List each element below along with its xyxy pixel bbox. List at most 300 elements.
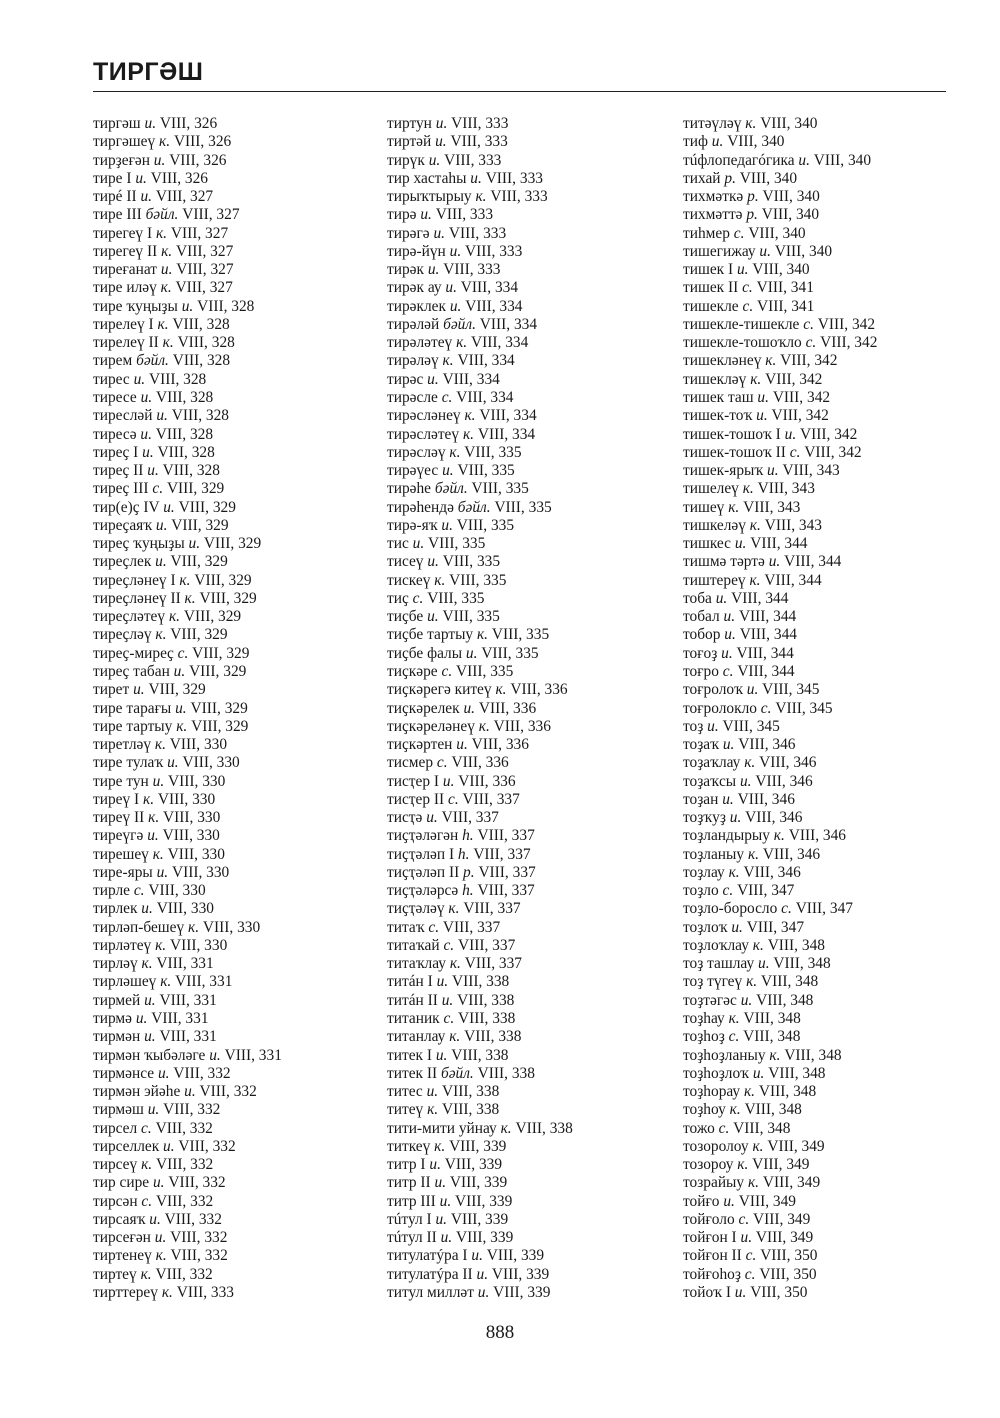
entry-headword: тиреҫ табан (93, 662, 174, 680)
index-entry (683, 1156, 877, 1174)
entry-pos-abbreviation: и. (442, 772, 455, 790)
entry-headword: тирәләү (387, 352, 443, 370)
entry-reference: VIII, 343 (739, 498, 801, 516)
entry-pos-abbreviation: к. (500, 1119, 512, 1137)
entry-pos-abbreviation: и. (144, 1028, 156, 1046)
entry-headword: тоҙан (683, 790, 723, 808)
entry-pos-abbreviation: и. (175, 699, 187, 717)
index-entry (93, 736, 282, 754)
entry-pos-abbreviation: к. (728, 498, 740, 516)
entry-headword: тишегижау (683, 242, 760, 260)
entry-reference: VIII, 334 (456, 279, 519, 297)
index-entry (683, 480, 877, 498)
entry-headword: тойғоло (683, 1210, 739, 1228)
entry-pos-abbreviation: к. (728, 1010, 740, 1028)
index-entry (93, 1229, 282, 1247)
entry-reference: VIII, 348 (780, 1046, 842, 1064)
entry-headword: тиреҫлек (93, 553, 156, 571)
index-entry (93, 499, 282, 517)
index-entry (93, 553, 282, 571)
entry-reference: VIII, 338 (448, 973, 510, 991)
index-entry (387, 973, 573, 991)
index-entry (683, 1211, 877, 1229)
entry-headword: тирәк (387, 261, 428, 279)
entry-pos-abbreviation: и. (426, 809, 438, 827)
entry-pos-abbreviation: һ. (462, 882, 474, 900)
entry-headword: тирмән (93, 1028, 145, 1046)
entry-reference: VIII, 330 (152, 900, 214, 918)
entry-headword: тоҙтәгәс (683, 991, 741, 1009)
entry-headword: тойғон I (683, 1229, 741, 1247)
entry-headword: тирмән ҡыбәләге (93, 1046, 210, 1064)
entry-pos-abbreviation: и. (729, 809, 742, 827)
index-entry (683, 809, 877, 827)
entry-headword: тирүк (387, 151, 429, 169)
entry-reference: VIII, 329 (200, 535, 262, 553)
entry-pos-abbreviation: к. (148, 809, 160, 827)
entry-reference: VIII, 342 (768, 388, 831, 406)
entry-reference: VIII, 338 (438, 1101, 500, 1119)
entry-headword: тоҙһоҙланыу (683, 1046, 770, 1064)
entry-pos-abbreviation: к. (155, 626, 167, 644)
entry-reference: VIII, 340 (723, 133, 785, 151)
entry-reference: VIII, 348 (769, 955, 831, 973)
entry-headword: тоҙлоҡ (683, 918, 732, 936)
entry-pos-abbreviation: к. (168, 608, 180, 626)
index-entry (93, 316, 282, 334)
entry-headword: тире III (93, 206, 146, 224)
entry-reference: VIII, 349 (749, 1210, 811, 1228)
index-entry (387, 1156, 573, 1174)
entry-pos-abbreviation: к. (462, 425, 474, 443)
entry-reference: VIII, 329 (174, 498, 236, 516)
entry-pos-abbreviation: с. (722, 662, 734, 680)
entry-reference: VIII, 333 (439, 261, 501, 279)
index-entry (683, 973, 877, 991)
index-entry (93, 791, 282, 809)
entry-reference: VIII, 337 (473, 882, 535, 900)
entry-reference: VIII, 327 (178, 206, 240, 224)
index-entry (387, 626, 573, 644)
entry-reference: VIII, 335 (453, 462, 515, 480)
index-entry (683, 444, 877, 462)
index-entry (387, 115, 573, 133)
index-entry (683, 700, 877, 718)
entry-headword: титаник (387, 1010, 444, 1028)
entry-headword: тúтул II (387, 1229, 441, 1247)
index-entry (683, 1193, 877, 1211)
entry-headword: тирләтеү (93, 936, 156, 954)
entry-reference: VIII, 339 (482, 1247, 545, 1265)
entry-reference: VIII, 331 (155, 1028, 217, 1046)
index-entry (93, 517, 282, 535)
entry-headword: титр I (387, 1156, 430, 1174)
entry-headword: тирем (93, 352, 137, 370)
index-entry (683, 389, 877, 407)
entry-headword: тозоролоу (683, 1137, 753, 1155)
index-entry (683, 1047, 877, 1065)
entry-pos-abbreviation: и. (477, 1284, 490, 1301)
entry-headword: тирсеғән (93, 1229, 155, 1247)
entry-pos-abbreviation: и. (156, 863, 169, 881)
entry-reference: VIII, 332 (195, 1083, 257, 1101)
entry-reference: VIII, 338 (453, 991, 515, 1009)
entry-reference: VIII, 348 (739, 1028, 801, 1046)
entry-reference: VIII, 342 (796, 425, 858, 443)
entry-pos-abbreviation: и. (722, 790, 734, 808)
entry-pos-abbreviation: һ. (457, 845, 470, 863)
entry-reference: VIII, 335 (424, 535, 486, 553)
index-entry (387, 1065, 573, 1083)
index-entry (93, 188, 282, 206)
entry-reference: VIII, 338 (438, 1083, 500, 1101)
entry-headword: тобор (683, 626, 725, 644)
index-entry (387, 517, 573, 535)
entry-pos-abbreviation: бәйл. (434, 480, 468, 498)
entry-headword: тоҙло (683, 882, 723, 900)
index-entry (683, 225, 877, 243)
entry-reference: VIII, 350 (756, 1247, 818, 1265)
index-entry (387, 206, 573, 224)
index-entry (683, 645, 877, 663)
entry-pos-abbreviation: и. (163, 1137, 175, 1155)
entry-pos-abbreviation: и. (155, 553, 167, 571)
entry-headword: тиртеү (93, 1265, 141, 1283)
entry-reference: VIII, 328 (152, 388, 214, 406)
entry-reference: VIII, 344 (760, 571, 822, 589)
entry-headword: тиреҫләнеү II (93, 589, 185, 607)
entry-reference: VIII, 344 (746, 535, 808, 553)
index-entry (683, 919, 877, 937)
index-entry (93, 225, 282, 243)
index-entry (683, 1101, 877, 1119)
entry-reference: VIII, 344 (780, 553, 842, 571)
index-entry (683, 1120, 877, 1138)
entry-pos-abbreviation: и. (711, 133, 724, 151)
entry-reference: VIII, 335 (445, 571, 507, 589)
entry-pos-abbreviation: с. (781, 900, 792, 918)
entry-headword: тирәгә (387, 224, 434, 242)
entry-reference: VIII, 328 (145, 370, 207, 388)
entry-pos-abbreviation: и. (144, 991, 156, 1009)
entry-headword: титр III (387, 1192, 440, 1210)
entry-headword: тишекләнеү (683, 352, 766, 370)
index-entry (387, 864, 573, 882)
entry-pos-abbreviation: к. (188, 918, 200, 936)
entry-reference: VIII, 327 (172, 261, 234, 279)
index-entry (683, 572, 877, 590)
index-entry (387, 316, 573, 334)
entry-headword: тирләшеү (93, 973, 161, 991)
entry-reference: VIII, 340 (770, 242, 833, 260)
entry-headword: тоба (683, 589, 716, 607)
entry-reference: VIII, 347 (733, 882, 795, 900)
entry-pos-abbreviation: и. (449, 242, 462, 260)
entry-reference: VIII, 330 (158, 827, 220, 845)
entry-pos-abbreviation: и. (147, 462, 159, 480)
entry-pos-abbreviation: к. (765, 352, 777, 370)
entry-pos-abbreviation: к. (743, 1083, 756, 1101)
index-entry (387, 1047, 573, 1065)
entry-pos-abbreviation: к. (155, 1247, 167, 1265)
entry-reference: VIII, 340 (756, 115, 818, 132)
entry-reference: VIII, 326 (165, 151, 227, 169)
entry-headword: тойғоһоҙ (683, 1265, 745, 1283)
entry-pos-abbreviation: с. (760, 699, 772, 717)
entry-reference: VIII, 330 (154, 790, 216, 808)
entry-headword: тирәсле (387, 388, 442, 406)
entry-headword: тиреү I (93, 790, 144, 808)
entry-headword: тúтул I (387, 1210, 436, 1228)
index-entry (683, 992, 877, 1010)
index-entry (93, 590, 282, 608)
entry-reference: VIII, 336 (489, 717, 551, 735)
entry-reference: VIII, 344 (735, 608, 797, 626)
entry-reference: VIII, 340 (809, 151, 872, 169)
index-entry (93, 900, 282, 918)
index-entry (387, 1174, 573, 1192)
index-entry (93, 298, 282, 316)
entry-headword: тирҙеғән (93, 151, 154, 169)
entry-pos-abbreviation: к. (449, 443, 461, 461)
entry-pos-abbreviation: с. (805, 334, 817, 352)
entry-headword: тирмәнсе (93, 1064, 158, 1082)
entry-headword: тоҙ (683, 717, 708, 735)
entry-pos-abbreviation: и. (736, 261, 749, 279)
index-entry (93, 426, 282, 444)
index-entry (683, 517, 877, 535)
entry-pos-abbreviation: и. (798, 151, 810, 169)
entry-reference: VIII, 330 (199, 918, 261, 936)
entry-headword: тишекле-тошоҡло (683, 334, 806, 352)
entry-reference: VIII, 343 (760, 516, 822, 534)
entry-pos-abbreviation: к. (742, 480, 754, 498)
index-entry (387, 1266, 573, 1284)
index-entry (93, 681, 282, 699)
index-entry (387, 791, 573, 809)
entry-reference: VIII, 337 (458, 790, 520, 808)
entry-reference: VIII, 339 (451, 1192, 513, 1210)
entry-pos-abbreviation: и. (147, 1101, 160, 1119)
index-entry (93, 718, 282, 736)
entry-headword: тирмәш (93, 1101, 148, 1119)
entry-pos-abbreviation: и. (163, 498, 175, 516)
entry-pos-abbreviation: к. (769, 1046, 781, 1064)
entry-headword: тиҫҭәләп I (387, 845, 458, 863)
entry-pos-abbreviation: и. (135, 1010, 148, 1028)
entry-headword: тис (387, 535, 413, 553)
entry-pos-abbreviation: и. (724, 626, 736, 644)
entry-pos-abbreviation: к. (745, 115, 757, 132)
entry-headword: тирттереү (93, 1284, 162, 1301)
header-rule (93, 91, 946, 92)
entry-reference: VIII, 329 (144, 681, 206, 699)
index-entry (93, 133, 282, 151)
entry-headword: тоғролокло (683, 699, 761, 717)
entry-headword: тúфлопедагóгика (683, 151, 799, 169)
entry-reference: VIII, 342 (761, 370, 823, 388)
entry-pos-abbreviation: к. (155, 224, 168, 242)
entry-reference: VIII, 346 (741, 809, 803, 827)
index-entry (93, 626, 282, 644)
index-entry (387, 955, 573, 973)
entry-reference: VIII, 334 (475, 315, 538, 333)
entry-pos-abbreviation: и. (739, 772, 752, 790)
entry-pos-abbreviation: к. (184, 589, 196, 607)
entry-headword: тиреслəй (93, 407, 157, 425)
index-entry (93, 1156, 282, 1174)
entry-pos-abbreviation: бәйл. (457, 498, 491, 516)
entry-reference: VIII, 333 (461, 242, 523, 260)
entry-headword: тиреҫләнеү I (93, 571, 180, 589)
index-entry (93, 846, 282, 864)
index-entry (683, 535, 877, 553)
entry-pos-abbreviation: к. (161, 242, 173, 260)
entry-reference: VIII, 349 (763, 1137, 825, 1155)
entry-headword: тоҙландырыу (683, 827, 774, 845)
index-entry (387, 809, 573, 827)
index-entry (93, 1284, 282, 1302)
entry-headword: тисҭә (387, 809, 427, 827)
index-entry (683, 864, 877, 882)
index-entry (683, 1247, 877, 1265)
entry-headword: тиртенеү (93, 1247, 156, 1265)
index-entry (93, 1065, 282, 1083)
entry-headword: тирелеү II (93, 334, 163, 352)
index-entry (683, 1229, 877, 1247)
entry-pos-abbreviation: и. (144, 115, 157, 132)
index-entry (387, 462, 573, 480)
entry-pos-abbreviation: к. (475, 188, 487, 206)
entry-reference: VIII, 345 (758, 681, 820, 699)
entry-headword: тире тартыу (93, 717, 177, 735)
index-entry (93, 261, 282, 279)
entry-headword: тисҭер I (387, 772, 443, 790)
entry-headword: тиртун (387, 115, 436, 132)
index-entry (387, 700, 573, 718)
entry-pos-abbreviation: к. (746, 973, 758, 991)
entry-reference: VIII, 336 (447, 754, 509, 772)
index-entry (683, 754, 877, 772)
index-entry (387, 535, 573, 553)
entry-reference: VIII, 329 (190, 571, 252, 589)
entry-pos-abbreviation: к. (160, 279, 172, 297)
entry-headword: тоҙаҡлау (683, 754, 745, 772)
entry-headword: тиреҫ-миреҫ (93, 644, 178, 662)
index-entry (683, 352, 877, 370)
entry-pos-abbreviation: и. (140, 425, 152, 443)
entry-pos-abbreviation: к. (737, 1156, 749, 1174)
entry-reference: VIII, 333 (447, 115, 509, 132)
entry-pos-abbreviation: и. (441, 516, 453, 534)
entry-pos-abbreviation: к. (752, 936, 764, 954)
index-entry (387, 681, 573, 699)
entry-pos-abbreviation: к. (478, 717, 490, 735)
index-entry (93, 1101, 282, 1119)
entry-headword: тирә-йүн (387, 242, 450, 260)
index-entry (683, 188, 877, 206)
entry-reference: VIII, 335 (452, 662, 514, 680)
entry-headword: тиреҫ I (93, 443, 143, 461)
entry-headword: тирмей (93, 991, 145, 1009)
entry-headword: тирсел (93, 1119, 142, 1137)
index-entry (387, 1247, 573, 1265)
index-entry (387, 334, 573, 352)
entry-headword: титаҡ (387, 918, 429, 936)
index-entry (683, 608, 877, 626)
entry-reference: VIII, 340 (757, 206, 820, 224)
index-entry (683, 955, 877, 973)
entry-reference: VIII, 348 (740, 1101, 802, 1119)
entry-pos-abbreviation: и. (435, 1046, 448, 1064)
entry-headword: тобал (683, 608, 724, 626)
entry-pos-abbreviation: с. (428, 918, 440, 936)
entry-pos-abbreviation: бәйл. (145, 206, 179, 224)
entry-reference: VIII, 331 (147, 1010, 209, 1028)
index-entry (387, 572, 573, 590)
entry-headword: тирес (93, 370, 134, 388)
entry-headword: тихай (683, 169, 725, 187)
entry-pos-abbreviation: һ. (462, 827, 474, 845)
entry-headword: тирәсләү (387, 443, 450, 461)
entry-headword: тирләп-бешеү (93, 918, 189, 936)
index-entry (93, 809, 282, 827)
entry-pos-abbreviation: к. (143, 790, 155, 808)
entry-pos-abbreviation: и. (426, 1083, 439, 1101)
entry-headword: тирә-яҡ (387, 516, 442, 534)
entry-pos-abbreviation: и. (420, 206, 432, 224)
entry-reference: VIII, 346 (759, 845, 821, 863)
index-entry (683, 1065, 877, 1083)
entry-reference: VIII, 346 (739, 863, 801, 881)
entry-pos-abbreviation: с. (789, 443, 801, 461)
entry-headword: тире тулаҡ (93, 754, 168, 772)
index-entry (93, 937, 282, 955)
entry-pos-abbreviation: и. (154, 1229, 167, 1247)
entry-reference: VIII, 339 (445, 1137, 507, 1155)
entry-pos-abbreviation: и. (442, 462, 454, 480)
index-entry (683, 1010, 877, 1028)
entry-headword: тирәләтеү (387, 334, 457, 352)
index-entry (683, 736, 877, 754)
entry-reference: VIII, 329 (166, 626, 228, 644)
entry-headword: тоҙланыу (683, 845, 748, 863)
entry-pos-abbreviation: и. (153, 151, 166, 169)
index-entry (387, 1028, 573, 1046)
index-entry (387, 608, 573, 626)
entry-pos-abbreviation: к. (750, 370, 762, 388)
entry-pos-abbreviation: и. (140, 188, 152, 206)
index-entry (683, 773, 877, 791)
entry-reference: VIII, 336 (506, 681, 568, 699)
entry-pos-abbreviation: и. (435, 1210, 448, 1228)
entry-reference: VIII, 345 (771, 699, 833, 717)
entry-pos-abbreviation: к. (157, 315, 169, 333)
entry-headword: тишек I (683, 261, 737, 279)
entry-headword: тиреҫ ҡуңыҙы (93, 535, 189, 553)
entry-headword: тисҭер II (387, 790, 448, 808)
index-entry (387, 1229, 573, 1247)
entry-reference: VIII, 330 (168, 863, 230, 881)
index-entry (93, 1211, 282, 1229)
entry-pos-abbreviation: и. (752, 1064, 765, 1082)
entry-headword: тоҙҡуҙ (683, 809, 730, 827)
entry-headword: тиреғанат (93, 261, 161, 279)
entry-headword: тиҫбе тартыу (387, 626, 477, 644)
entry-headword: тожо (683, 1119, 719, 1137)
entry-reference: VIII, 337 (437, 809, 499, 827)
index-entry (93, 955, 282, 973)
